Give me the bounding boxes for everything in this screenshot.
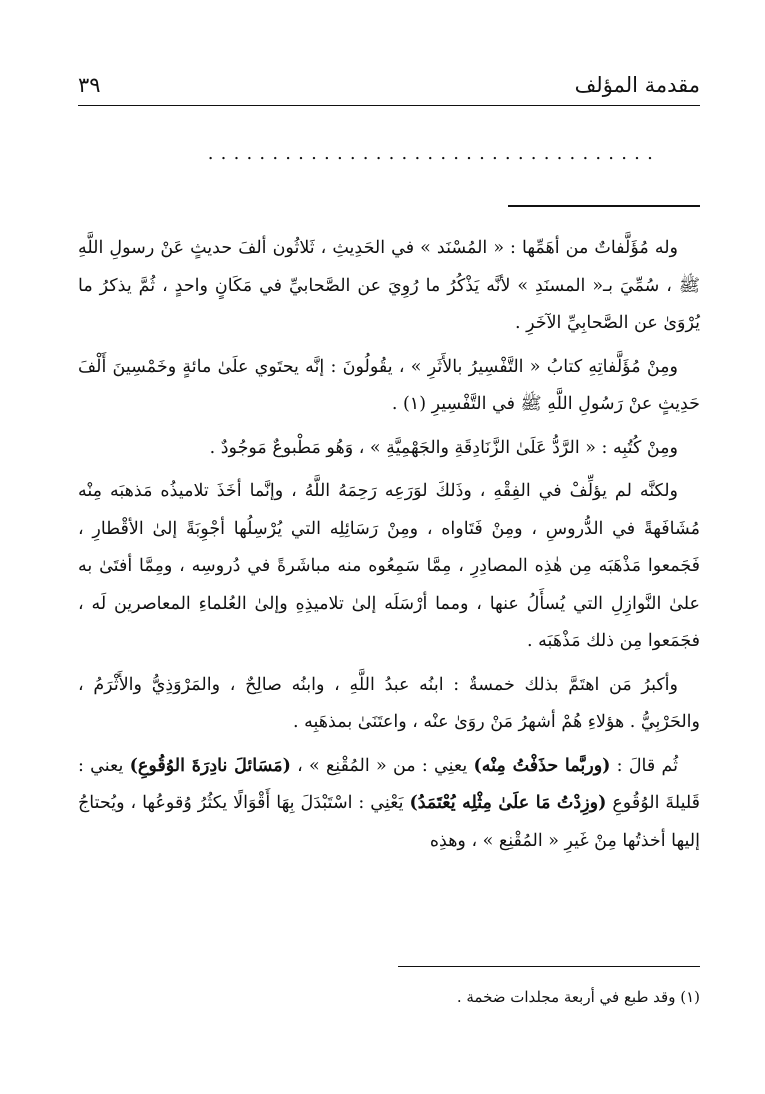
header-rule	[78, 105, 700, 106]
paragraph	[78, 230, 700, 343]
footnote-rule	[398, 966, 700, 967]
quoted-matn: (وزِدْتُ مَا علَىٰ مِثْلِه يُعْتَمَدُ)	[409, 793, 607, 813]
paragraph	[78, 667, 700, 742]
section-rule	[508, 205, 700, 207]
paragraph-text: وأكبرُ مَن اهتَمَّ بذلك خمسةٌ : ابنُه عبدُ اللَّهِ ، وابنُه صالِحٌ ، والمَرْوَذِيُّ والأَثْرَمُ ، والحَرْبِيُّ . هؤلاءِ هُمْ أشهرُ مَنْ روَىٰ عنْه ، واعتَنَىٰ بمذهَبِه .	[78, 674, 700, 732]
paragraph	[78, 349, 700, 424]
paragraph-text: وله مُؤَلَّفاتٌ من أهَمِّها : « المُسْنَد » في الحَدِيثِ ، ثَلاثُون ألفَ حديثٍ عَنْ رسولِ اللَّهِ ﷺ ، سُمِّيَ بـ« المسنَدِ » لأنَّه يَذْكُرُ ما رُوِيَ عن الصَّحابيِّ في مَكَانٍ واحدٍ ، ثُمَّ يذكرُ ما يُرْوَىٰ عن الصَّحابِيِّ الآخَرِ .	[78, 238, 700, 333]
page-number: ٣٩	[78, 73, 101, 97]
paragraph-text: ومِنْ كُتُبِه : « الرَّدُّ عَلَىٰ الزَّنَادِقَةِ والجَهْمِيَّةِ » ، وَهُو مَطْبوعٌ مَوجُودٌ .	[209, 437, 678, 458]
dotted-separator: ...................................	[207, 144, 660, 164]
page-header	[78, 70, 700, 106]
quoted-matn: (وربَّما حذَفْتُ مِنْه)	[473, 755, 611, 776]
main-text	[78, 230, 700, 866]
paragraph-text: يَعْنِي : اسْتَبْدَلَ بِهَا أَقْوَالًا يكثُرُ وُقوعُها ، ويُحتاجُ إليها أخذتُها مِنْ غَيرِ « المُقْنِع » ، وهذِه	[78, 793, 700, 851]
quoted-matn: (مَسَائلَ نادِرَةَ الوُقُوعِ)	[129, 755, 291, 776]
paragraph-text: ولكنَّه لم يؤلِّفْ في الفِقْهِ ، وذَلكَ لوَرَعِه رَحِمَهُ اللَّهُ ، وإنَّما أخَذَ تلاميذُه مَذهبَه مِنْه مُشَافَهةً في الدُّروسِ ، ومِنْ فَتَاواه ، ومِنْ رَسَائِلِه التي يُرْسِلُها أجْوِبَةً إلىٰ الأقْطارِ ، فَجَمعوا مَذْهَبَه مِن هٰذِه المصادِرِ ، مِمَّا سَمِعُوه منه مباشَرةً في دُروسِه ، ومِمَّا أفتَىٰ به علىٰ النَّوازِلِ التي يُسأَلُ عنها ، ومما أرْسَلَه إلىٰ تلاميذِهِ وإلىٰ العُلماءِ المعاصرين لَه ، فجَمَعوا مِن ذلك مَذْهَبَه .	[78, 481, 700, 651]
paragraph-text: ومِنْ مُؤَلَّفاتِهِ كتابُ « التَّفْسِيرُ بالأَثَرِ » ، يقُولُونَ : إنَّه يحتَوي علَىٰ مائةٍ وخَمْسِينَ أَلْفَ حَدِيثٍ عنْ رَسُولِ اللَّهِ ﷺ في التَّفْسِيرِ (١) .	[78, 356, 700, 414]
paragraph-text: يعني : قَليلةَ الوُقُوعِ	[78, 755, 701, 813]
paragraph	[78, 748, 700, 861]
paragraph-text: ثُم قالَ :	[610, 755, 679, 776]
paragraph	[78, 473, 700, 661]
footnote: (١) وقد طبع في أربعة مجلدات ضخمة .	[456, 988, 700, 1006]
paragraph	[78, 430, 700, 468]
running-title: مقدمة المؤلف	[574, 73, 700, 97]
paragraph-text: يعنِي : من « المُقْنِع » ،	[290, 755, 474, 776]
